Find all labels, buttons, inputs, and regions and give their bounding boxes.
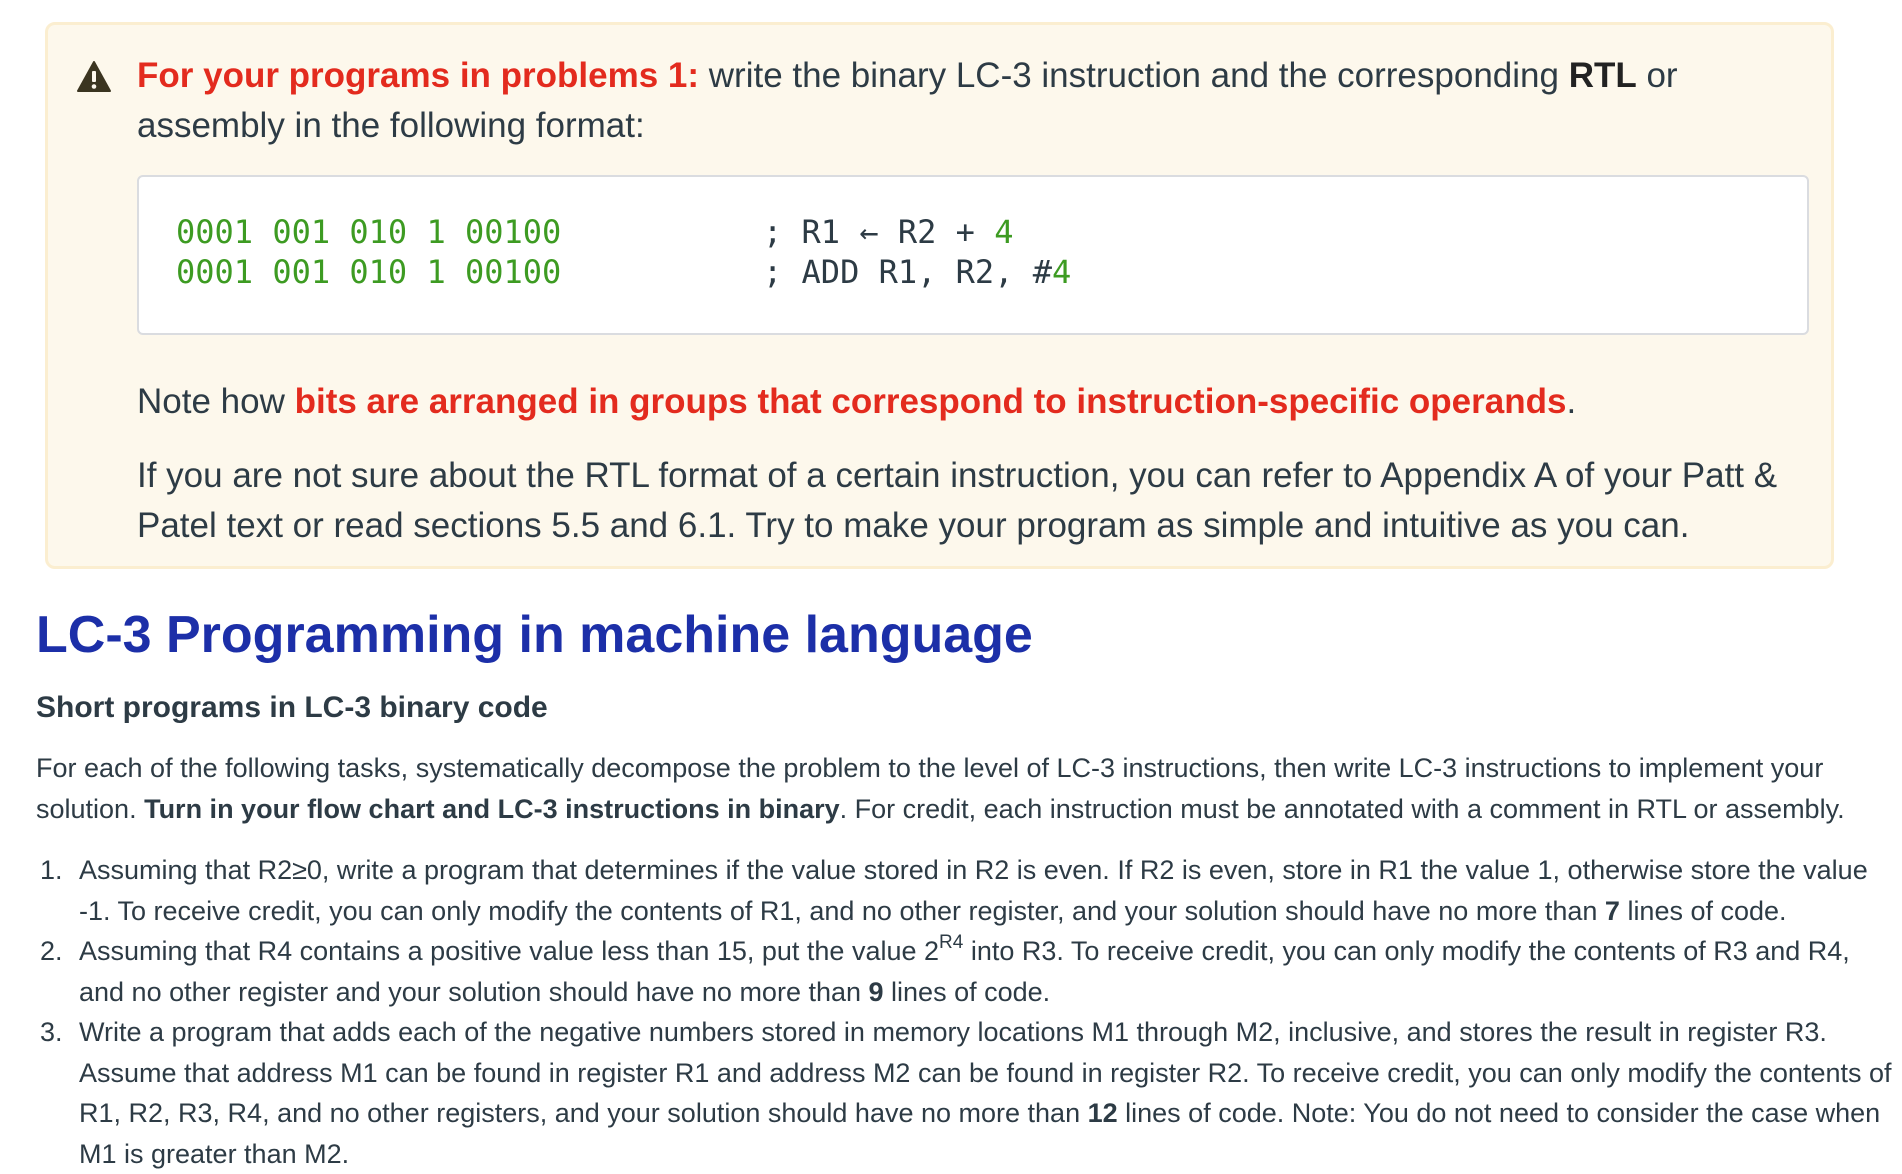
task-line-limit: 7 [1604, 895, 1620, 926]
task-text: Write a program that adds each of the negative numbers stored in memory locations M1 through M2, inclusive, and stores the result in register R3. Assume that address M1 can be found in register R1 and address M2 can be found in register R2. To receive credit, you can only modify the contents of R1, R2, R3, R4, and no other registers, and your solution should have no more than [79, 1017, 1892, 1128]
code-example-box [137, 175, 1809, 335]
code-comment [763, 250, 1071, 294]
section-subheading: Short programs in LC-3 binary code [36, 691, 548, 724]
task-text-mid: into R3. To receive credit, you can only modify the contents of R3 and R4, and no other register and your solution should have no more than [79, 936, 1850, 1007]
code-binary: 0001 001 010 1 00100 [176, 253, 562, 291]
instructions-paragraph [36, 748, 1886, 830]
callout-intro [137, 51, 1817, 151]
callout-lead-text: write the binary LC-3 instruction and the corresponding [699, 56, 1569, 95]
callout-lead-strong: For your programs in problems 1: [137, 56, 700, 95]
task-text: Assuming that R2≥0, write a program that determines if the value stored in R2 is even. If R2 is even, store in R1 the value 1, otherwise store the value -1. To receive credit, you can only modify the contents of R1, and no other register, and your solution should have no more than [79, 855, 1868, 926]
task-number: 2. [40, 936, 63, 966]
note-suffix: . [1566, 382, 1577, 421]
code-comment-text: ; R1 ← R2 + [763, 213, 995, 251]
code-binary: 0001 001 010 1 00100 [176, 213, 562, 251]
note-strong: bits are arranged in groups that correspond to instruction-specific operands [294, 382, 1567, 421]
list-item [36, 931, 1902, 1012]
task-line-limit: 9 [868, 976, 884, 1007]
callout-note [137, 377, 1827, 427]
list-item [36, 1012, 1902, 1174]
task-number: 3. [40, 1017, 63, 1047]
code-comment-text: ; ADD R1, R2, # [763, 253, 1052, 291]
callout-rtl-reference: If you are not sure about the RTL format of a certain instruction, you can refer to Appendix A of your Patt & Patel text or read sections 5.5 and 6.1. Try to make your program as simple and intuitive as you can. [137, 456, 1778, 545]
intro-text-1: For each of the following tasks, systematically decompose the problem to the level of LC-3 instructions, then write LC-3 instructions to implement your solution. [36, 753, 1824, 824]
list-item [36, 850, 1902, 931]
task-number: 1. [40, 855, 63, 885]
code-comment-number: 4 [1051, 253, 1072, 291]
code-line-1 [176, 210, 1014, 254]
intro-text-2: . For credit, each instruction must be annotated with a comment in RTL or assembly. [839, 794, 1845, 824]
note-prefix: Note how [137, 382, 295, 421]
task-line-limit: 12 [1087, 1098, 1118, 1128]
superscript-exponent: R4 [939, 932, 964, 953]
task-list [36, 850, 1902, 1174]
intro-strong: Turn in your flow chart and LC-3 instructions in binary [144, 794, 840, 824]
task-text: Assuming that R4 contains a positive value less than 15, put the value 2 [79, 936, 940, 966]
page-title: LC-3 Programming in machine language [36, 606, 1033, 664]
task-text-end: lines of code. Note: You do not need to consider the case when M1 is greater than M2. [79, 1098, 1881, 1169]
task-text-end: lines of code. [1619, 895, 1787, 926]
code-comment-number: 4 [994, 213, 1014, 251]
code-comment [763, 210, 1013, 254]
callout-lead-tail: or assembly in the following format: [137, 56, 1678, 145]
code-line-2 [176, 250, 1072, 294]
callout-rtl-strong: RTL [1568, 56, 1637, 95]
warning-icon [76, 59, 112, 95]
warning-callout [45, 22, 1834, 569]
task-text-end: lines of code. [883, 976, 1051, 1007]
